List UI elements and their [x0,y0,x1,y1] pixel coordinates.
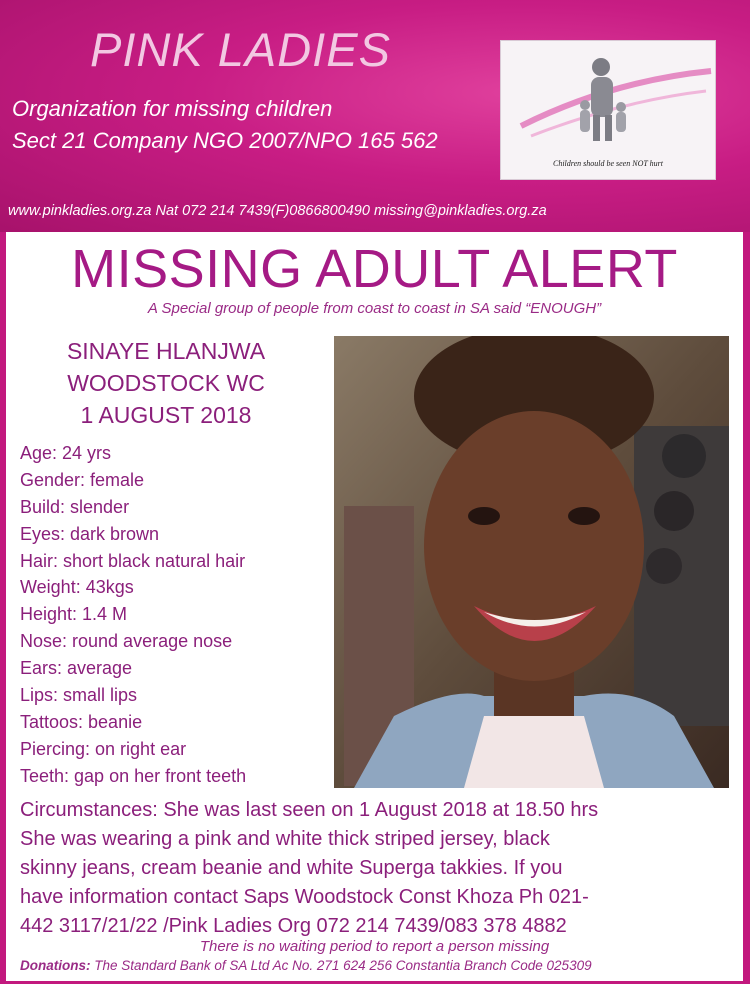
circumstances-line: Circumstances: She was last seen on 1 August 2018 at 18.50 hrs [20,799,599,821]
org-name: PINK LADIES [90,23,391,76]
donations-details: The Standard Bank of SA Ltd Ac No. 271 624 256 Constantia Branch Code 025309 [90,958,592,973]
detail-nose: Nose: round average nose [20,631,233,652]
detail-ears: Ears: average [20,658,133,679]
header-banner [0,0,750,232]
detail-tattoos: Tattoos: beanie [20,711,143,732]
description-list [20,440,246,790]
circumstances-line: have information contact Saps Woodstock Const Khoza Ph 021- [20,886,589,908]
detail-hair: Hair: short black natural hair [20,550,246,571]
detail-piercing: Piercing: on right ear [20,738,187,759]
org-logo [500,40,716,180]
alert-tagline: A Special group of people from coast to coast in SA said “ENOUGH” [147,300,602,317]
detail-age: Age: 24 yrs [20,443,112,463]
portrait-illustration [334,336,729,788]
circumstances-line: skinny jeans, cream beanie and white Superga takkies. If you [20,857,563,879]
detail-build: Build: slender [20,496,130,517]
circumstances-line: 442 3117/21/22 /Pink Ladies Org 072 214 7439/083 378 4882 [20,915,567,937]
person-name: SINAYE HLANJWA [66,338,266,364]
detail-height: Height: 1.4 M [20,604,128,625]
org-subtitle-line2: Sect 21 Company NGO 2007/NPO 165 562 [12,128,438,153]
person-photo [334,336,729,788]
missing-date: 1 AUGUST 2018 [80,402,252,428]
no-waiting-period-note: There is no waiting period to report a person missing [199,938,550,955]
contact-line: www.pinkladies.org.za Nat 072 214 7439(F)0866800490 missing@pinkladies.org.za [8,203,547,219]
alert-panel [6,232,743,981]
detail-weight: Weight: 43kgs [20,577,134,598]
circumstances-text [20,796,736,941]
circumstances-line: She was wearing a pink and white thick striped jersey, black [20,828,550,850]
detail-eyes: Eyes: dark brown [20,523,160,544]
detail-lips: Lips: small lips [20,685,138,706]
alert-title: MISSING ADULT ALERT [71,239,678,299]
person-location: WOODSTOCK WC [67,370,265,396]
org-subtitle-line1: Organization for missing children [12,96,333,121]
detail-teeth: Teeth: gap on her front teeth [20,765,247,786]
donations-line [20,958,740,973]
detail-gender: Gender: female [20,469,145,490]
logo-caption: Children should be seen NOT hurt [552,159,663,168]
donations-label: Donations: [20,958,91,973]
